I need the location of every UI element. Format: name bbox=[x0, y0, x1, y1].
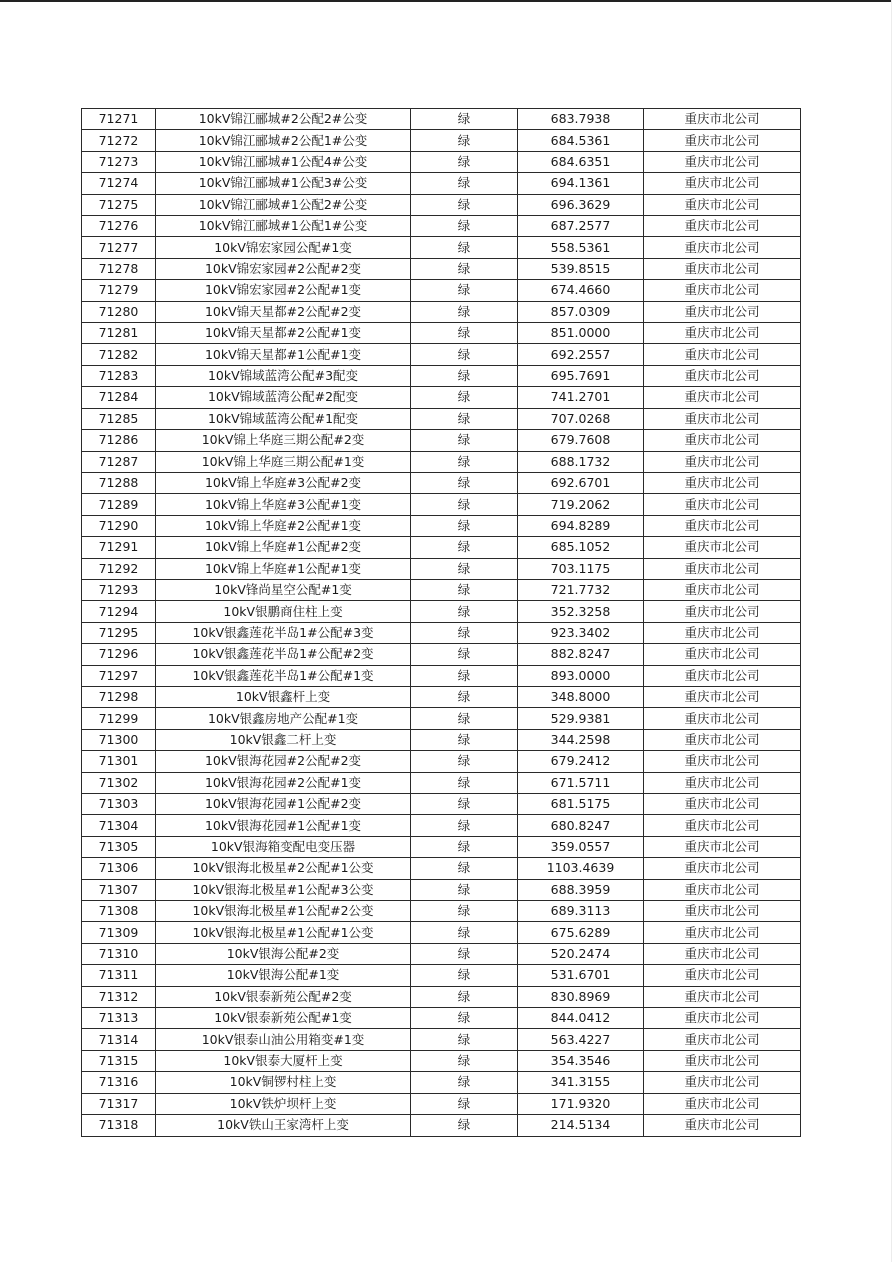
value-cell: 344.2598 bbox=[518, 729, 644, 750]
status-cell: 绿 bbox=[411, 901, 518, 922]
company-cell: 重庆市北公司 bbox=[644, 216, 801, 237]
value-cell: 707.0268 bbox=[518, 408, 644, 429]
table-row bbox=[82, 708, 801, 729]
value-cell: 679.7608 bbox=[518, 430, 644, 451]
transformer-name-cell: 10kV银鑫二杆上变 bbox=[156, 729, 411, 750]
row-id-cell: 71310 bbox=[82, 943, 156, 964]
status-cell: 绿 bbox=[411, 344, 518, 365]
row-id-cell: 71297 bbox=[82, 665, 156, 686]
status-cell: 绿 bbox=[411, 130, 518, 151]
table-row bbox=[82, 943, 801, 964]
value-cell: 171.9320 bbox=[518, 1093, 644, 1114]
value-cell: 689.3113 bbox=[518, 901, 644, 922]
status-cell: 绿 bbox=[411, 622, 518, 643]
transformer-name-cell: 10kV锦天星都#1公配#1变 bbox=[156, 344, 411, 365]
value-cell: 679.2412 bbox=[518, 751, 644, 772]
company-cell: 重庆市北公司 bbox=[644, 494, 801, 515]
status-cell: 绿 bbox=[411, 965, 518, 986]
row-id-cell: 71282 bbox=[82, 344, 156, 365]
table-row bbox=[82, 922, 801, 943]
value-cell: 539.8515 bbox=[518, 258, 644, 279]
row-id-cell: 71276 bbox=[82, 216, 156, 237]
row-id-cell: 71289 bbox=[82, 494, 156, 515]
company-cell: 重庆市北公司 bbox=[644, 986, 801, 1007]
table-row bbox=[82, 130, 801, 151]
status-cell: 绿 bbox=[411, 579, 518, 600]
value-cell: 680.8247 bbox=[518, 815, 644, 836]
company-cell: 重庆市北公司 bbox=[644, 323, 801, 344]
value-cell: 675.6289 bbox=[518, 922, 644, 943]
value-cell: 830.8969 bbox=[518, 986, 644, 1007]
value-cell: 687.2577 bbox=[518, 216, 644, 237]
company-cell: 重庆市北公司 bbox=[644, 151, 801, 172]
transformer-name-cell: 10kV锦上华庭#3公配#2变 bbox=[156, 472, 411, 493]
status-cell: 绿 bbox=[411, 686, 518, 707]
transformer-name-cell: 10kV锦江郦城#2公配2#公变 bbox=[156, 109, 411, 130]
transformer-name-cell: 10kV锦江郦城#1公配4#公变 bbox=[156, 151, 411, 172]
table-row bbox=[82, 665, 801, 686]
table-row bbox=[82, 1093, 801, 1114]
table-body bbox=[82, 109, 801, 1137]
value-cell: 348.8000 bbox=[518, 686, 644, 707]
table-row bbox=[82, 280, 801, 301]
row-id-cell: 71295 bbox=[82, 622, 156, 643]
company-cell: 重庆市北公司 bbox=[644, 1115, 801, 1136]
transformer-name-cell: 10kV银海花园#1公配#1变 bbox=[156, 815, 411, 836]
status-cell: 绿 bbox=[411, 472, 518, 493]
status-cell: 绿 bbox=[411, 216, 518, 237]
table-row bbox=[82, 601, 801, 622]
value-cell: 692.6701 bbox=[518, 472, 644, 493]
table-row bbox=[82, 515, 801, 536]
transformer-capacity-table bbox=[81, 108, 801, 1137]
transformer-name-cell: 10kV锦天星都#2公配#2变 bbox=[156, 301, 411, 322]
table-row bbox=[82, 216, 801, 237]
company-cell: 重庆市北公司 bbox=[644, 686, 801, 707]
company-cell: 重庆市北公司 bbox=[644, 815, 801, 836]
status-cell: 绿 bbox=[411, 1050, 518, 1071]
value-cell: 681.5175 bbox=[518, 794, 644, 815]
transformer-name-cell: 10kV锦上华庭#1公配#2变 bbox=[156, 537, 411, 558]
transformer-name-cell: 10kV银鑫莲花半岛1#公配#2变 bbox=[156, 644, 411, 665]
row-id-cell: 71298 bbox=[82, 686, 156, 707]
table-row bbox=[82, 579, 801, 600]
table-row bbox=[82, 686, 801, 707]
row-id-cell: 71318 bbox=[82, 1115, 156, 1136]
value-cell: 882.8247 bbox=[518, 644, 644, 665]
value-cell: 703.1175 bbox=[518, 558, 644, 579]
company-cell: 重庆市北公司 bbox=[644, 965, 801, 986]
company-cell: 重庆市北公司 bbox=[644, 579, 801, 600]
table-row bbox=[82, 365, 801, 386]
transformer-name-cell: 10kV锦域蓝湾公配#2配变 bbox=[156, 387, 411, 408]
row-id-cell: 71275 bbox=[82, 194, 156, 215]
company-cell: 重庆市北公司 bbox=[644, 408, 801, 429]
transformer-name-cell: 10kV银海北极星#1公配#2公变 bbox=[156, 901, 411, 922]
company-cell: 重庆市北公司 bbox=[644, 344, 801, 365]
status-cell: 绿 bbox=[411, 515, 518, 536]
status-cell: 绿 bbox=[411, 408, 518, 429]
table-row bbox=[82, 644, 801, 665]
status-cell: 绿 bbox=[411, 451, 518, 472]
transformer-name-cell: 10kV锦域蓝湾公配#3配变 bbox=[156, 365, 411, 386]
row-id-cell: 71280 bbox=[82, 301, 156, 322]
company-cell: 重庆市北公司 bbox=[644, 858, 801, 879]
transformer-name-cell: 10kV锦江郦城#1公配3#公变 bbox=[156, 173, 411, 194]
value-cell: 851.0000 bbox=[518, 323, 644, 344]
table-row bbox=[82, 1029, 801, 1050]
status-cell: 绿 bbox=[411, 537, 518, 558]
row-id-cell: 71296 bbox=[82, 644, 156, 665]
table-row bbox=[82, 815, 801, 836]
transformer-name-cell: 10kV锦江郦城#2公配1#公变 bbox=[156, 130, 411, 151]
value-cell: 352.3258 bbox=[518, 601, 644, 622]
status-cell: 绿 bbox=[411, 365, 518, 386]
transformer-name-cell: 10kV银海北极星#1公配#3公变 bbox=[156, 879, 411, 900]
transformer-name-cell: 10kV银海公配#1变 bbox=[156, 965, 411, 986]
transformer-name-cell: 10kV锦上华庭#1公配#1变 bbox=[156, 558, 411, 579]
status-cell: 绿 bbox=[411, 151, 518, 172]
transformer-name-cell: 10kV银泰新苑公配#2变 bbox=[156, 986, 411, 1007]
company-cell: 重庆市北公司 bbox=[644, 130, 801, 151]
status-cell: 绿 bbox=[411, 1072, 518, 1093]
status-cell: 绿 bbox=[411, 879, 518, 900]
transformer-name-cell: 10kV铁炉坝杆上变 bbox=[156, 1093, 411, 1114]
transformer-name-cell: 10kV银鑫房地产公配#1变 bbox=[156, 708, 411, 729]
transformer-name-cell: 10kV银鑫杆上变 bbox=[156, 686, 411, 707]
row-id-cell: 71311 bbox=[82, 965, 156, 986]
company-cell: 重庆市北公司 bbox=[644, 772, 801, 793]
row-id-cell: 71284 bbox=[82, 387, 156, 408]
value-cell: 688.1732 bbox=[518, 451, 644, 472]
row-id-cell: 71283 bbox=[82, 365, 156, 386]
table-row bbox=[82, 1115, 801, 1136]
status-cell: 绿 bbox=[411, 858, 518, 879]
status-cell: 绿 bbox=[411, 665, 518, 686]
value-cell: 684.5361 bbox=[518, 130, 644, 151]
row-id-cell: 71301 bbox=[82, 751, 156, 772]
row-id-cell: 71299 bbox=[82, 708, 156, 729]
company-cell: 重庆市北公司 bbox=[644, 622, 801, 643]
company-cell: 重庆市北公司 bbox=[644, 1093, 801, 1114]
value-cell: 341.3155 bbox=[518, 1072, 644, 1093]
value-cell: 354.3546 bbox=[518, 1050, 644, 1071]
row-id-cell: 71290 bbox=[82, 515, 156, 536]
company-cell: 重庆市北公司 bbox=[644, 708, 801, 729]
table-row bbox=[82, 986, 801, 1007]
value-cell: 694.1361 bbox=[518, 173, 644, 194]
table-row bbox=[82, 301, 801, 322]
status-cell: 绿 bbox=[411, 1029, 518, 1050]
value-cell: 671.5711 bbox=[518, 772, 644, 793]
value-cell: 520.2474 bbox=[518, 943, 644, 964]
transformer-name-cell: 10kV银海北极星#1公配#1公变 bbox=[156, 922, 411, 943]
transformer-name-cell: 10kV银海北极星#2公配#1公变 bbox=[156, 858, 411, 879]
transformer-name-cell: 10kV锦江郦城#1公配1#公变 bbox=[156, 216, 411, 237]
value-cell: 857.0309 bbox=[518, 301, 644, 322]
transformer-name-cell: 10kV锦上华庭#3公配#1变 bbox=[156, 494, 411, 515]
row-id-cell: 71273 bbox=[82, 151, 156, 172]
value-cell: 214.5134 bbox=[518, 1115, 644, 1136]
company-cell: 重庆市北公司 bbox=[644, 729, 801, 750]
status-cell: 绿 bbox=[411, 986, 518, 1007]
table-row bbox=[82, 109, 801, 130]
table-row bbox=[82, 879, 801, 900]
status-cell: 绿 bbox=[411, 751, 518, 772]
table-row bbox=[82, 494, 801, 515]
company-cell: 重庆市北公司 bbox=[644, 943, 801, 964]
transformer-name-cell: 10kV铁山王家湾杆上变 bbox=[156, 1115, 411, 1136]
status-cell: 绿 bbox=[411, 173, 518, 194]
status-cell: 绿 bbox=[411, 601, 518, 622]
row-id-cell: 71315 bbox=[82, 1050, 156, 1071]
value-cell: 844.0412 bbox=[518, 1008, 644, 1029]
status-cell: 绿 bbox=[411, 558, 518, 579]
status-cell: 绿 bbox=[411, 323, 518, 344]
status-cell: 绿 bbox=[411, 794, 518, 815]
table-row bbox=[82, 408, 801, 429]
table-row bbox=[82, 729, 801, 750]
table-row bbox=[82, 173, 801, 194]
row-id-cell: 71285 bbox=[82, 408, 156, 429]
company-cell: 重庆市北公司 bbox=[644, 836, 801, 857]
status-cell: 绿 bbox=[411, 387, 518, 408]
transformer-name-cell: 10kV锦宏家园#2公配#2变 bbox=[156, 258, 411, 279]
company-cell: 重庆市北公司 bbox=[644, 644, 801, 665]
table-row bbox=[82, 344, 801, 365]
company-cell: 重庆市北公司 bbox=[644, 901, 801, 922]
company-cell: 重庆市北公司 bbox=[644, 387, 801, 408]
company-cell: 重庆市北公司 bbox=[644, 109, 801, 130]
transformer-name-cell: 10kV银泰新苑公配#1变 bbox=[156, 1008, 411, 1029]
value-cell: 684.6351 bbox=[518, 151, 644, 172]
transformer-name-cell: 10kV银鹏商住柱上变 bbox=[156, 601, 411, 622]
transformer-name-cell: 10kV锦上华庭#2公配#1变 bbox=[156, 515, 411, 536]
company-cell: 重庆市北公司 bbox=[644, 194, 801, 215]
table-row bbox=[82, 237, 801, 258]
company-cell: 重庆市北公司 bbox=[644, 237, 801, 258]
company-cell: 重庆市北公司 bbox=[644, 258, 801, 279]
status-cell: 绿 bbox=[411, 644, 518, 665]
table-row bbox=[82, 794, 801, 815]
status-cell: 绿 bbox=[411, 258, 518, 279]
table-row bbox=[82, 151, 801, 172]
row-id-cell: 71306 bbox=[82, 858, 156, 879]
transformer-name-cell: 10kV银海公配#2变 bbox=[156, 943, 411, 964]
row-id-cell: 71278 bbox=[82, 258, 156, 279]
row-id-cell: 71274 bbox=[82, 173, 156, 194]
company-cell: 重庆市北公司 bbox=[644, 280, 801, 301]
row-id-cell: 71308 bbox=[82, 901, 156, 922]
company-cell: 重庆市北公司 bbox=[644, 922, 801, 943]
value-cell: 741.2701 bbox=[518, 387, 644, 408]
transformer-name-cell: 10kV锋尚星空公配#1变 bbox=[156, 579, 411, 600]
row-id-cell: 71312 bbox=[82, 986, 156, 1007]
transformer-name-cell: 10kV锦域蓝湾公配#1配变 bbox=[156, 408, 411, 429]
transformer-name-cell: 10kV银鑫莲花半岛1#公配#3变 bbox=[156, 622, 411, 643]
row-id-cell: 71303 bbox=[82, 794, 156, 815]
transformer-name-cell: 10kV锦宏家园#2公配#1变 bbox=[156, 280, 411, 301]
value-cell: 1103.4639 bbox=[518, 858, 644, 879]
status-cell: 绿 bbox=[411, 943, 518, 964]
table-row bbox=[82, 472, 801, 493]
status-cell: 绿 bbox=[411, 836, 518, 857]
row-id-cell: 71294 bbox=[82, 601, 156, 622]
transformer-name-cell: 10kV银泰山油公用箱变#1变 bbox=[156, 1029, 411, 1050]
table-row bbox=[82, 387, 801, 408]
table-row bbox=[82, 430, 801, 451]
company-cell: 重庆市北公司 bbox=[644, 173, 801, 194]
company-cell: 重庆市北公司 bbox=[644, 794, 801, 815]
row-id-cell: 71293 bbox=[82, 579, 156, 600]
value-cell: 685.1052 bbox=[518, 537, 644, 558]
company-cell: 重庆市北公司 bbox=[644, 537, 801, 558]
table-row bbox=[82, 858, 801, 879]
row-id-cell: 71271 bbox=[82, 109, 156, 130]
value-cell: 683.7938 bbox=[518, 109, 644, 130]
company-cell: 重庆市北公司 bbox=[644, 1050, 801, 1071]
company-cell: 重庆市北公司 bbox=[644, 430, 801, 451]
company-cell: 重庆市北公司 bbox=[644, 365, 801, 386]
row-id-cell: 71291 bbox=[82, 537, 156, 558]
table-row bbox=[82, 836, 801, 857]
transformer-name-cell: 10kV锦宏家园公配#1变 bbox=[156, 237, 411, 258]
row-id-cell: 71307 bbox=[82, 879, 156, 900]
value-cell: 563.4227 bbox=[518, 1029, 644, 1050]
table-row bbox=[82, 451, 801, 472]
transformer-name-cell: 10kV锦上华庭三期公配#1变 bbox=[156, 451, 411, 472]
status-cell: 绿 bbox=[411, 301, 518, 322]
row-id-cell: 71316 bbox=[82, 1072, 156, 1093]
table-row bbox=[82, 258, 801, 279]
row-id-cell: 71272 bbox=[82, 130, 156, 151]
table-row bbox=[82, 194, 801, 215]
row-id-cell: 71302 bbox=[82, 772, 156, 793]
value-cell: 531.6701 bbox=[518, 965, 644, 986]
company-cell: 重庆市北公司 bbox=[644, 665, 801, 686]
transformer-name-cell: 10kV锦天星都#2公配#1变 bbox=[156, 323, 411, 344]
row-id-cell: 71304 bbox=[82, 815, 156, 836]
company-cell: 重庆市北公司 bbox=[644, 1029, 801, 1050]
table-row bbox=[82, 772, 801, 793]
company-cell: 重庆市北公司 bbox=[644, 601, 801, 622]
status-cell: 绿 bbox=[411, 237, 518, 258]
value-cell: 674.4660 bbox=[518, 280, 644, 301]
company-cell: 重庆市北公司 bbox=[644, 515, 801, 536]
value-cell: 923.3402 bbox=[518, 622, 644, 643]
transformer-name-cell: 10kV银泰大厦杆上变 bbox=[156, 1050, 411, 1071]
page-top-border bbox=[0, 0, 892, 2]
status-cell: 绿 bbox=[411, 1008, 518, 1029]
status-cell: 绿 bbox=[411, 494, 518, 515]
row-id-cell: 71292 bbox=[82, 558, 156, 579]
transformer-name-cell: 10kV锦上华庭三期公配#2变 bbox=[156, 430, 411, 451]
row-id-cell: 71286 bbox=[82, 430, 156, 451]
status-cell: 绿 bbox=[411, 1115, 518, 1136]
status-cell: 绿 bbox=[411, 430, 518, 451]
value-cell: 696.3629 bbox=[518, 194, 644, 215]
transformer-name-cell: 10kV锦江郦城#1公配2#公变 bbox=[156, 194, 411, 215]
transformer-name-cell: 10kV银海箱变配电变压器 bbox=[156, 836, 411, 857]
company-cell: 重庆市北公司 bbox=[644, 451, 801, 472]
company-cell: 重庆市北公司 bbox=[644, 558, 801, 579]
table-row bbox=[82, 558, 801, 579]
status-cell: 绿 bbox=[411, 708, 518, 729]
transformer-name-cell: 10kV铜锣村柱上变 bbox=[156, 1072, 411, 1093]
value-cell: 688.3959 bbox=[518, 879, 644, 900]
value-cell: 719.2062 bbox=[518, 494, 644, 515]
row-id-cell: 71314 bbox=[82, 1029, 156, 1050]
row-id-cell: 71288 bbox=[82, 472, 156, 493]
transformer-name-cell: 10kV银海花园#2公配#1变 bbox=[156, 772, 411, 793]
row-id-cell: 71317 bbox=[82, 1093, 156, 1114]
value-cell: 359.0557 bbox=[518, 836, 644, 857]
company-cell: 重庆市北公司 bbox=[644, 301, 801, 322]
transformer-name-cell: 10kV银鑫莲花半岛1#公配#1变 bbox=[156, 665, 411, 686]
value-cell: 558.5361 bbox=[518, 237, 644, 258]
row-id-cell: 71281 bbox=[82, 323, 156, 344]
company-cell: 重庆市北公司 bbox=[644, 1072, 801, 1093]
status-cell: 绿 bbox=[411, 194, 518, 215]
table-row bbox=[82, 1072, 801, 1093]
table-row bbox=[82, 1050, 801, 1071]
row-id-cell: 71309 bbox=[82, 922, 156, 943]
value-cell: 694.8289 bbox=[518, 515, 644, 536]
status-cell: 绿 bbox=[411, 109, 518, 130]
company-cell: 重庆市北公司 bbox=[644, 751, 801, 772]
status-cell: 绿 bbox=[411, 922, 518, 943]
value-cell: 721.7732 bbox=[518, 579, 644, 600]
table-row bbox=[82, 622, 801, 643]
table-row bbox=[82, 901, 801, 922]
table-row bbox=[82, 751, 801, 772]
value-cell: 529.9381 bbox=[518, 708, 644, 729]
value-cell: 695.7691 bbox=[518, 365, 644, 386]
company-cell: 重庆市北公司 bbox=[644, 472, 801, 493]
value-cell: 893.0000 bbox=[518, 665, 644, 686]
row-id-cell: 71300 bbox=[82, 729, 156, 750]
row-id-cell: 71279 bbox=[82, 280, 156, 301]
company-cell: 重庆市北公司 bbox=[644, 1008, 801, 1029]
table-row bbox=[82, 323, 801, 344]
status-cell: 绿 bbox=[411, 280, 518, 301]
transformer-name-cell: 10kV银海花园#1公配#2变 bbox=[156, 794, 411, 815]
status-cell: 绿 bbox=[411, 729, 518, 750]
value-cell: 692.2557 bbox=[518, 344, 644, 365]
status-cell: 绿 bbox=[411, 1093, 518, 1114]
row-id-cell: 71313 bbox=[82, 1008, 156, 1029]
row-id-cell: 71287 bbox=[82, 451, 156, 472]
table-row bbox=[82, 965, 801, 986]
row-id-cell: 71305 bbox=[82, 836, 156, 857]
table-row bbox=[82, 537, 801, 558]
company-cell: 重庆市北公司 bbox=[644, 879, 801, 900]
transformer-name-cell: 10kV银海花园#2公配#2变 bbox=[156, 751, 411, 772]
row-id-cell: 71277 bbox=[82, 237, 156, 258]
status-cell: 绿 bbox=[411, 815, 518, 836]
table-row bbox=[82, 1008, 801, 1029]
status-cell: 绿 bbox=[411, 772, 518, 793]
